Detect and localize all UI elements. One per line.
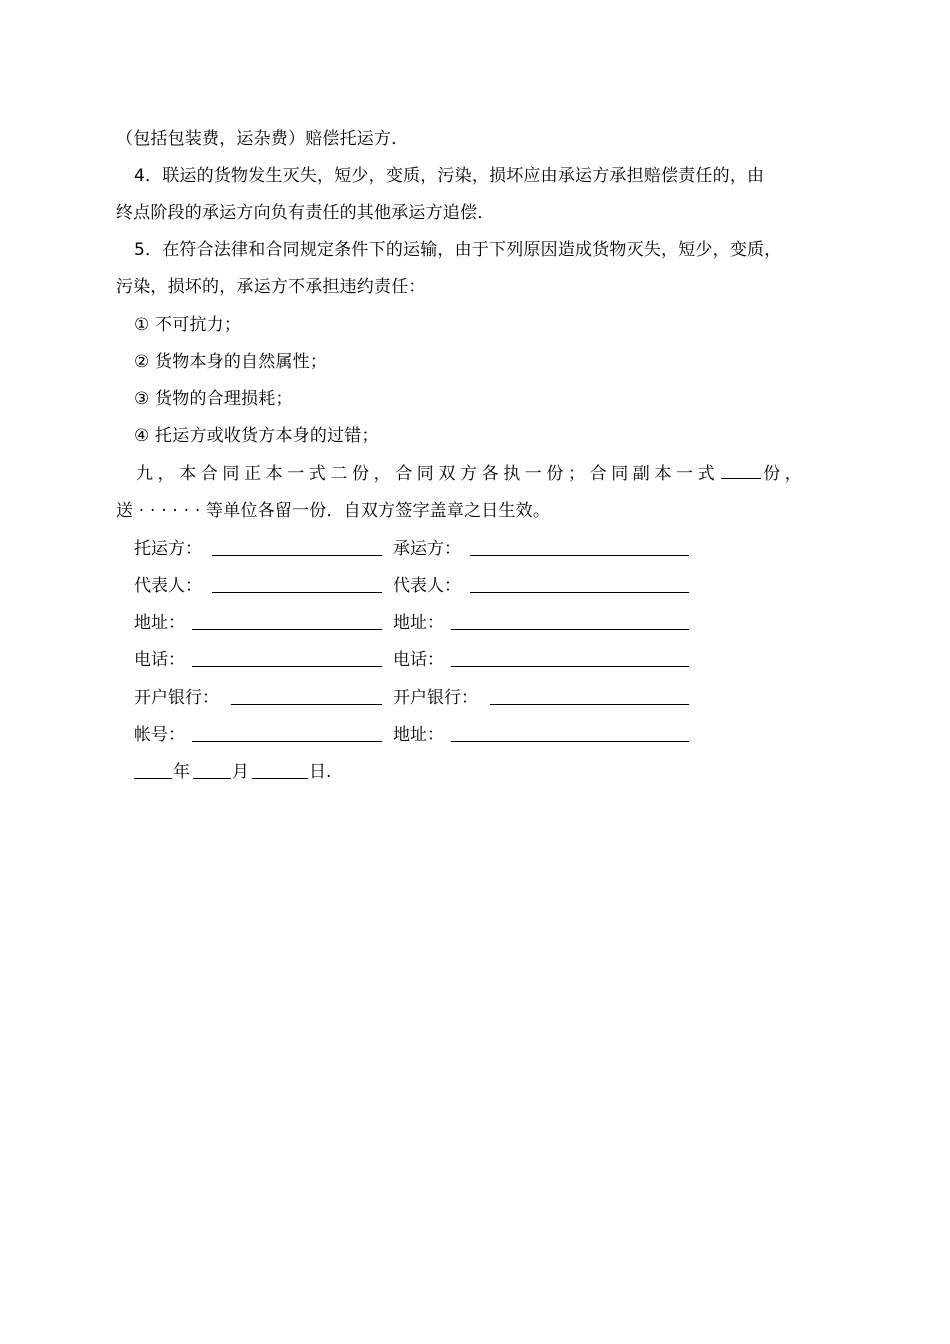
shipper-blank[interactable] (212, 555, 382, 556)
clause-4-line-1: 4．联运的货物发生灭失，短少，变质，污染，损坏应由承运方承担赔偿责任的，由 (134, 166, 765, 186)
shipper-phone-blank[interactable] (192, 666, 382, 667)
clause-9-line-2: 送 · · · · · · 等单位各留一份．自双方签字盖章之日生效。 (116, 501, 551, 521)
carrier-representative-blank[interactable] (470, 592, 689, 593)
clause-9-text: 九，本合同正本一式二份，合同双方各执一份；合同副本一式 (136, 464, 720, 484)
shipper-phone-label: 电话： (134, 650, 185, 670)
date-day-blank[interactable] (252, 778, 308, 779)
carrier-phone-blank[interactable] (451, 666, 689, 667)
carrier-blank[interactable] (470, 555, 689, 556)
clause-5-line-1: 5．在符合法律和合同规定条件下的运输，由于下列原因造成货物灭失，短少，变质， (134, 240, 782, 260)
clause-5-line-2: 污染，损坏的，承运方不承担违约责任： (116, 277, 426, 297)
list-item-natural-property: ② 货物本身的自然属性； (134, 352, 328, 372)
shipper-representative-label: 代表人： (134, 576, 202, 596)
carrier-representative-label: 代表人： (393, 576, 461, 596)
shipper-address-label: 地址： (134, 613, 185, 633)
carrier-address2-label: 地址： (393, 725, 444, 745)
date-year-label: 年 (173, 762, 190, 782)
shipper-bank-label: 开户银行： (134, 688, 219, 708)
date-year-blank[interactable] (134, 778, 172, 779)
shipper-representative-blank[interactable] (212, 592, 382, 593)
carrier-address-blank[interactable] (451, 629, 689, 630)
date-month-blank[interactable] (193, 778, 231, 779)
carrier-label: 承运方： (393, 539, 461, 559)
carrier-address2-blank[interactable] (451, 741, 689, 742)
date-month-label: 月 (232, 762, 249, 782)
clause-4-line-2: 终点阶段的承运方向负有责任的其他承运方追偿． (116, 203, 495, 223)
clause-9-line-1 (136, 462, 806, 486)
shipper-address-blank[interactable] (192, 629, 382, 630)
carrier-phone-label: 电话： (393, 650, 444, 670)
list-item-force-majeure: ① 不可抗力； (134, 315, 242, 335)
copies-count-blank[interactable] (721, 462, 761, 479)
clause-9-copies-suffix: 份， (763, 464, 807, 484)
shipper-label: 托运方： (134, 539, 202, 559)
date-day-label: 日. (309, 762, 332, 782)
list-item-party-fault: ④ 托运方或收货方本身的过错； (134, 426, 379, 446)
list-item-reasonable-loss: ③ 货物的合理损耗； (134, 389, 293, 409)
carrier-address-label: 地址： (393, 613, 444, 633)
carrier-bank-label: 开户银行： (393, 688, 478, 708)
shipper-account-blank[interactable] (192, 741, 382, 742)
shipper-bank-blank[interactable] (231, 704, 382, 705)
shipper-account-label: 帐号： (134, 725, 185, 745)
carrier-bank-blank[interactable] (490, 704, 689, 705)
paragraph-compensation-continued: （包括包装费，运杂费）赔偿托运方． (116, 129, 409, 149)
